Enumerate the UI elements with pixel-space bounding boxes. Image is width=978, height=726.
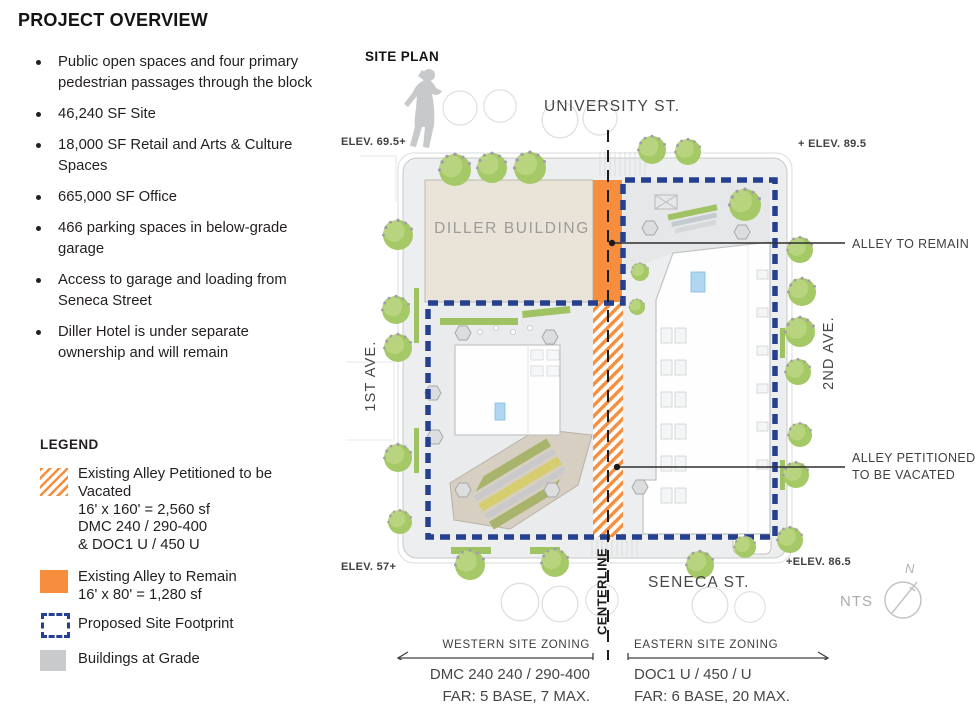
street-label-north: UNIVERSITY ST. (544, 98, 681, 115)
compass-icon (885, 582, 921, 618)
street-label-south: SENECA ST. (648, 574, 750, 591)
zoning-west-label: WESTERN SITE ZONING (442, 639, 590, 651)
legend-item-alley-remain: Existing Alley to Remain 16' x 80' = 1,280 sf (78, 569, 237, 603)
elevation-southwest: ELEV. 57+ (341, 561, 397, 573)
pool-feature (495, 403, 505, 420)
legend-swatch-alley-remain-icon (40, 570, 68, 593)
centerline-label: CENTERLINE (594, 547, 610, 636)
bullet-item: 466 parking spaces in below-grade garage (36, 218, 320, 260)
bullet-item: 665,000 SF Office (36, 187, 320, 208)
bullet-marker (36, 112, 41, 117)
bullet-item: 18,000 SF Retail and Arts & Culture Spaces (36, 135, 320, 177)
bullet-item: Access to garage and loading from Seneca Street (36, 270, 320, 312)
zoning-east-far: FAR: 6 BASE, 20 MAX. (634, 688, 790, 705)
legend-item-buildings: Buildings at Grade (78, 651, 200, 667)
bullet-marker (36, 330, 41, 335)
legend-item-footprint: Proposed Site Footprint (78, 616, 234, 632)
legend-swatch-alley-vacated-icon (40, 468, 68, 496)
page-title: PROJECT OVERVIEW (18, 10, 208, 30)
site-plan-graphic (340, 60, 978, 660)
east-building-shape (643, 242, 771, 554)
street-label-west: 1ST AVE. (363, 340, 379, 412)
legend-swatch-buildings-icon (40, 650, 66, 671)
compass-north-label: N (905, 561, 915, 576)
legend-swatch-footprint-icon (41, 613, 70, 638)
west-building-shape (455, 345, 560, 435)
annotation-alley-to-remain: ALLEY TO REMAIN (852, 237, 970, 251)
scale-note: NTS (840, 593, 873, 610)
diller-building-label: DILLER BUILDING (434, 220, 590, 237)
elevation-northeast: + ELEV. 89.5 (798, 138, 867, 150)
overview-bullets (36, 52, 320, 374)
zoning-east-code: DOC1 U / 450 / U (634, 666, 752, 683)
bullet-item: 46,240 SF Site (36, 104, 320, 125)
zoning-west-code: DMC 240 240 / 290-400 (429, 666, 590, 683)
pool-feature (691, 272, 705, 292)
street-label-east: 2ND AVE. (821, 316, 837, 390)
zoning-east-label: EASTERN SITE ZONING (634, 639, 779, 651)
zoning-arrows (398, 652, 828, 660)
bullet-item: Public open spaces and four primary pedestrian passages through the block (36, 52, 320, 94)
bullet-marker (36, 278, 41, 283)
elevation-southeast: +ELEV. 86.5 (786, 556, 851, 568)
annotation-alley-petitioned: ALLEY PETITIONED TO BE VACATED (852, 451, 976, 482)
bullet-marker (36, 143, 41, 148)
elevation-northwest: ELEV. 69.5+ (341, 136, 406, 148)
bullet-marker (36, 226, 41, 231)
diller-building-shape (425, 180, 593, 302)
bullet-marker (36, 60, 41, 65)
legend-item-alley-vacated: Existing Alley Petitioned to be Vacated 16' x 160' = 2,560 sf DMC 240 / 290-400 & DOC1 U / 450 U (78, 466, 273, 554)
legend-title: LEGEND (40, 437, 99, 452)
site-plan-title: SITE PLAN (365, 49, 440, 64)
bullet-item: Diller Hotel is under separate ownership and will remain (36, 322, 320, 364)
person-icon (404, 69, 442, 148)
bullet-marker (36, 195, 41, 200)
zoning-west-far: FAR: 5 BASE, 7 MAX. (442, 688, 590, 705)
